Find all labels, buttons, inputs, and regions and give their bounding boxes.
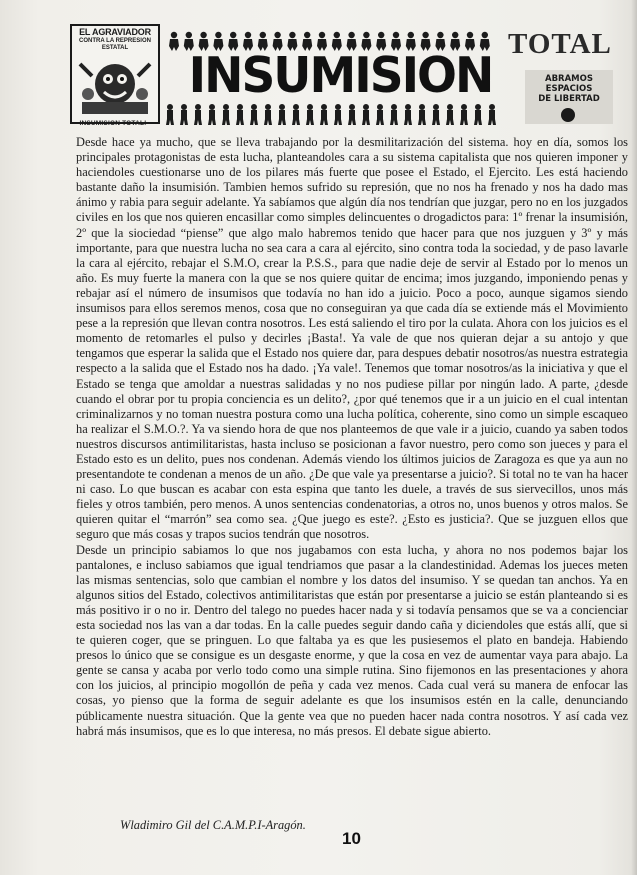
badge-text: [525, 74, 613, 104]
chained-figure-icon: [250, 104, 258, 125]
logo-caption: INSUMISION TOTAL!: [79, 120, 147, 127]
logo-illustration: [76, 54, 154, 118]
chained-figure-icon: [236, 104, 244, 125]
chained-figure-icon: [194, 104, 202, 125]
chained-figure-icon: [166, 104, 174, 125]
chained-figure-icon: [348, 104, 356, 125]
chained-figure-icon: [180, 104, 188, 125]
masthead-title: INSUMISION: [188, 46, 493, 105]
chained-figure-icon: [460, 104, 468, 125]
chained-figure-icon: [488, 104, 496, 125]
chained-figure-icon: [390, 104, 398, 125]
chained-figure-icon: [222, 104, 230, 125]
slogan-badge: [525, 70, 613, 124]
chained-figure-icon: [278, 104, 286, 125]
chained-figure-icon: [292, 104, 300, 125]
chained-figures-border: [162, 103, 502, 125]
corner-title: TOTAL: [508, 28, 612, 60]
chained-figure-icon: [264, 104, 272, 125]
badge-line: ABRAMOS: [545, 74, 593, 84]
chained-figure-icon: [376, 104, 384, 125]
chained-figure-icon: [474, 104, 482, 125]
logo-subtitle: CONTRA LA REPRESION ESTATAL: [79, 38, 151, 51]
badge-emblem-icon: [561, 108, 575, 122]
chained-figure-icon: [306, 104, 314, 125]
badge-line: ESPACIOS: [545, 84, 593, 94]
article-paragraph: Desde hace ya mucho, que se lleva trabajando por la desmilitarización del sistema. hoy en día, somos los principales protagonistas de esta lucha, planteandoles cara a su sistema capitalista que nos quieren imponer y haciendoles cuestionarse uno de los pilares más fuerte que posee el Estado, el Ejercito. Les está haciendo bastante daño la insumisión. Tambien hemos sufrido su represión, que no nos ha frenado y nos ha dado mas ánimo y rabia para seguir adelante. Ya sabíamos que algún día nos tendrían que juzgar, pero no en los juzgados civiles en los que nos quieren encasillar como simples delincuentes o drogadictos para: 1º frenar la insumisión, 2º que la siociedad “piense” que algo malo habremos tenido que hacer para que nos juzguen y 3º y más importante, para que nuestra lucha no sea cara a cara al ejército, sino contra toda la sociedad, y de paso lavarle la cara al ejército, rebajar el S.M.O, crear la P.S.S., para que nadie deje de servir al Estado por lo menos un año. Es muy fuerte la manera con la que se nos quiere quitar de encima; imos juzgando, imponiendo penas y rebajar así el número de insumisos que todavía no han ido a juicio. Poco a poco, aunque sigamos siendo insumisos para ellos seremos menos, cosa que no conseguiran ya que cada día se extiende más el Movimiento pese a la represión que llevan contra nosotros. Les está saliendo el tiro por la culata. Ahora con los juicios es el momento de retomarles el pulso y decirles ¡Basta!. Ya vale de que nos quieran dejar a su antojo y que tengamos que esperar la salida que el Estado nos quiere dar, para despues debatir nosotros/as nuestra estrategia respecto a la salida que el Estado nos ha dado. ¡Ya vale!. Tenemos que tomar nosotros/as la iniciativa y que el Estado se tenga que amoldar a nuestras salidadas y no nos pudiese pillar por ningún lado. A parte, ¿desde cuando el obrar por tu propia conciencia es un delito?, ¿por qué tenemos que ir a un juicio en el cual intentan criminalizarnos y no toman nuestra postura como una lucha política, coherente, sino como un simple escaqueo ha realizar el S.M.O.?. Ya va siendo hora de que nos planteemos de que vale ir a juicio, cuando ya saben todos nuestros discursos antimilitaristas, hasta incluso se posicionan a favor nuestro, pero como son jueces y para el Estado esto es un delito, pues nos condenan. Además viendo los últimos juicios de Zaragoza es que ya aun no presentandote te condenan a menos de un año. ¿De que vale ya presentarse a juicio?. Si total no te van ha hacer ni caso. Lo que buscan es acabar con esta espina que tanto les duele, a través de sus siervecillos, unos más fieles y otros también, pero menos. A unos sentencias condenatorias, a otros no, unos buenos y otros malos. Se quieren quitar el “marrón” sea como sea. ¿Que juego es este?. ¿Esto es justicia?. Que se juzguen ellos que seguro que más cosas y trapos sucios tendrán que nosotros.: [76, 135, 628, 542]
chained-figure-icon: [334, 104, 342, 125]
page-number: 10: [342, 829, 361, 848]
chained-figure-icon: [432, 104, 440, 125]
chained-figure-icon: [320, 104, 328, 125]
page-edge-shadow: [631, 0, 637, 875]
article-body: [76, 135, 628, 739]
article-paragraph: Desde un principio sabiamos lo que nos jugabamos con esta lucha, y ahora no nos podemos bajar los pantalones, e incluso sabiamos que igual tendriamos que pasar a la clandestinidad. Ademas los jueces meten las mismas sentencias, solo que cambian el nombre y los datos del insumiso. Y se quedan tan anchos. Ya en algunos sitios del Estado, colectivos antimilitaristas que están por presentarse a juicio se están planteando si es más positivo ir o no ir. Dentro del talego no puedes hacer nada y si todavía pensamos que se va a concienciar esta sociedad nos las van a dar todas. En la calle puedes seguir dando caña y diciendoles que estás allí, que si te quieren coger, que se pringuen. Lo que faltaba ya es que les pusiesemos el plato en bandeja. Habiendo presos lo único que se consigue es un desgaste enorme, y que la cosa en vez de aumentar vaya para abajo. La gente se cansa y acaba por verlo todo como una simple rutina. Sino fijemonos en las presentaciones y ahora con los juicios, al principio mogollón de peña y cada vez menos. Cada cual verá su manera de enfocar las cosas, yo pienso que la forma de seguir adelante es que los insumisos estén en la calle, denunciando públicamente nuestra situación. Que la gente vea que no pueden hacer nada contra nosotros. Y así cada vez habrá más insumisos, que es lo que interesa, no más presos. El debate sigue abierto.: [76, 542, 628, 738]
article-signature: Wladimiro Gil del C.A.M.P.I-Aragón.: [120, 818, 306, 832]
zine-logo: [70, 24, 160, 124]
badge-line: DE LIBERTAD: [538, 94, 600, 104]
chained-figure-icon: [404, 104, 412, 125]
chained-figure-icon: [362, 104, 370, 125]
chained-figure-icon: [208, 104, 216, 125]
logo-title: EL AGRAVIADOR: [79, 27, 151, 37]
chained-figure-icon: [446, 104, 454, 125]
chained-figure-icon: [418, 104, 426, 125]
